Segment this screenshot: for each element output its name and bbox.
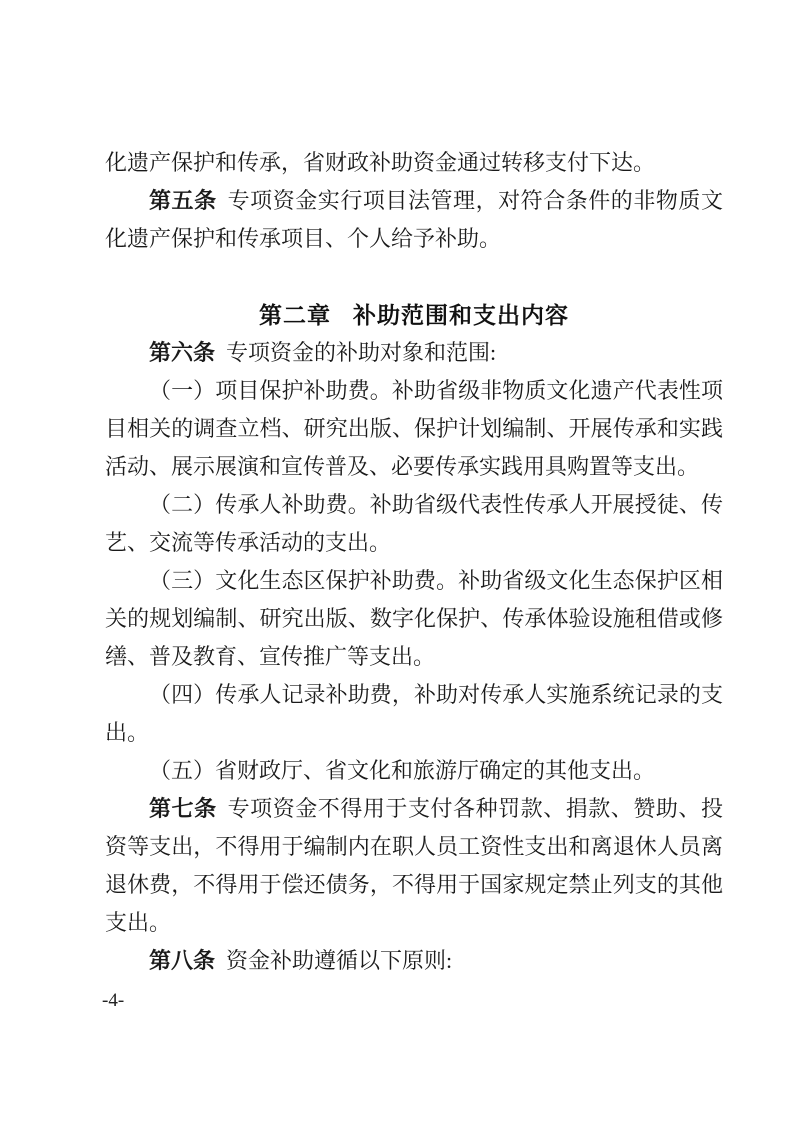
article-5-number: 第五条 xyxy=(149,188,217,213)
article-5-text: 专项资金实行项目法管理，对符合条件的非物质文化遗产保护和传承项目、个人给予补助。 xyxy=(105,188,723,251)
chapter-2-heading xyxy=(105,296,723,334)
list-item-1: （一）项目保护补助费。补助省级非物质文化遗产代表性项目相关的调查立档、研究出版、保护计划编制、开展传承和实践活动、展示展演和宣传普及、必要传承实践用具购置等支出。 xyxy=(105,378,723,479)
chapter-2-title: 补助范围和支出内容 xyxy=(353,302,569,328)
list-item-5: （五）省财政厅、省文化和旅游厅确定的其他支出。 xyxy=(149,758,656,783)
article-7-number: 第七条 xyxy=(149,796,217,821)
chapter-2-number: 第二章 xyxy=(259,302,331,328)
list-item-4: （四）传承人记录补助费，补助对传承人实施系统记录的支出。 xyxy=(105,682,723,745)
paragraph-article-7 xyxy=(105,790,723,942)
document-body xyxy=(105,144,723,980)
paragraph-continuation: 化遗产保护和传承，省财政补助资金通过转移支付下达。 xyxy=(105,150,656,175)
list-item-2: （二）传承人补助费。补助省级代表性传承人开展授徒、传艺、交流等传承活动的支出。 xyxy=(105,492,723,555)
paragraph-article-8 xyxy=(105,942,723,980)
article-6-number: 第六条 xyxy=(149,340,216,365)
article-8-number: 第八条 xyxy=(149,948,216,973)
paragraph-article-6 xyxy=(105,334,723,372)
article-6-text: 专项资金的补助对象和范围: xyxy=(226,340,497,365)
paragraph-article-5 xyxy=(105,182,723,258)
article-8-text: 资金补助遵循以下原则: xyxy=(226,948,453,973)
article-7-text: 专项资金不得用于支付各种罚款、捐款、赞助、投资等支出，不得用于编制内在职人员工资性支出和离退休人员离退休费，不得用于偿还债务，不得用于国家规定禁止列支的其他支出。 xyxy=(105,796,723,935)
list-item-3: （三）文化生态区保护补助费。补助省级文化生态保护区相关的规划编制、研究出版、数字化保护、传承体验设施租借或修缮、普及教育、宣传推广等支出。 xyxy=(105,568,723,669)
page-number: -4- xyxy=(102,990,125,1011)
